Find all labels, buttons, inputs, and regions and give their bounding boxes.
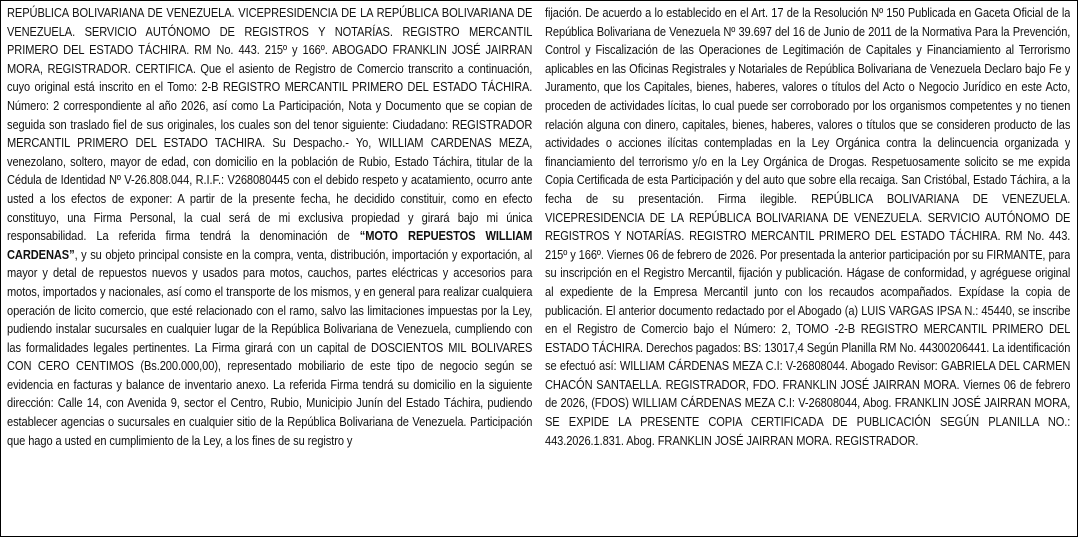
- right-column-wrap: [545, 4, 1071, 536]
- left-column-wrap: [7, 4, 533, 536]
- notice-text-part-1: REPÚBLICA BOLIVARIANA DE VENEZUELA. VICEPRESIDENCIA DE LA REPÚBLICA BOLIVARIANA DE VENEZUELA. SERVICIO AUTÓNOMO DE REGISTROS Y NOTARÍAS. REGISTRO MERCANTIL PRIMERO DEL ESTADO TÁCHIRA. RM No. 443. 215º y 166º. ABOGADO FRANKLIN JOSÉ JAIRRAN MORA, REGISTRADOR. CERTIFICA. Que el asiento de Registro de Comercio transcrito a continuación, cuyo original está inscrito en el Tomo: 2-B REGISTRO MERCANTIL PRIMERO DEL ESTADO TÁCHIRA. Número: 2 correspondiente al año 2026, así como La Participación, Nota y Documento que se copian de seguida son traslado fiel de sus originales, los cuales son del tenor siguiente: Ciudadano: REGISTRADOR MERCANTIL PRIMERO DEL ESTADO TACHIRA. Su Despacho.- Yo, WILLIAM CARDENAS MEZA, venezolano, soltero, mayor de edad, con domicilio en la población de Rubio, Estado Táchira, titular de la Cédula de Identidad Nº V-26.808.044, R.I.F.: V268080445 con el debido respeto y acatamiento, ocurro ante usted a los efectos de exponer: A partir de la presente fecha, he decidido constituir, como en efecto constituyo, una Firma Personal, la cual será de mi exclusiva propiedad y girará bajo mi única responsabilidad. La referida firma tendrá la denominación de: [7, 5, 533, 244]
- left-column-text: [7, 4, 532, 450]
- notice-text-part-2: , y su objeto principal consiste en la compra, venta, distribución, importación y exportación, al mayor y detal de repuestos nuevos y usados para motos, cauchos, partes eléctricas y accesorios para motos, importados y nacionales, así como el transporte de los mismos, y en general para realizar cualquiera operación de licito comercio, que esté relacionado con el ramo, salvo las limitaciones impuestas por la Ley, pudiendo instalar sucursales en cualquier lugar de la República Bolivariana de Venezuela, cumpliendo con las formalidades legales pertinentes. La Firma girará con un capital de DOSCIENTOS MIL BOLIVARES CON CERO CENTIMOS (Bs.200.000,00), representado mobiliario de este tipo de negocio según se evidencia en facturas y balance de inventario anexo. La referida Firma tendrá su domicilio en la siguiente dirección: Calle 14, con Avenida 9, sector el Centro, Rubio, Municipio Junín del Estado Táchira, pudiendo establecer agencias o sucursales en cualquier sitio de la República Bolivariana de Venezuela. Participación que hago a usted en cumplimiento de la Ley, a los fines de su registro y: [7, 246, 533, 448]
- right-column-text: fijación. De acuerdo a lo establecido en el Art. 17 de la Resolución Nº 150 Publicada en Gaceta Oficial de la República Bolivariana de Venezuela Nº 39.697 del 16 de Junio de 2011 de la Normativa Para la Prevención, Control y Fiscalización de las Operaciones de Legitimación de Capitales y Financiamiento al Terrorismo aplicables en las Oficinas Registrales y Notariales de República Bolivariana de Venezuela Declaro bajo Fe y Juramento, que los Capitales, bienes, haberes, valores o títulos del Acto o Negocio Jurídico en este Acto, proceden de actividades lícitas, lo cual puede ser corroborado por los organismos competentes y no tienen relación alguna con dinero, capitales, bienes, haberes, valores o títulos que se consideren producto de las actividades o acciones ilícitas contempladas en la Ley Orgánica contra la delincuencia organizada y financiamiento del terrorismo y/o en la Ley Orgánica de Drogas. Respetuosamente solicito se me expida Copia Certificada de esta Participación y del auto que sobre ella recaiga. San Cristóbal, Estado Táchira, a la fecha de su presentación. Firma ilegible. REPÚBLICA BOLIVARIANA DE VENEZUELA. VICEPRESIDENCIA DE LA REPÚBLICA BOLIVARIANA DE VENEZUELA. SERVICIO AUTÓNOMO DE REGISTROS Y NOTARÍAS. REGISTRO MERCANTIL PRIMERO DEL ESTADO TÁCHIRA. RM No. 443. 215º y 166º. Viernes 06 de febrero de 2026. Por presentada la anterior participación por su FIRMANTE, para su inscripción en el Registro Mercantil, fijación y publicación. Hágase de conformidad, y agréguese original al expediente de la Empresa Mercantil junto con los recaudos acompañados. Expídase la copia de publicación. El anterior documento redactado por el Abogado (a) LUIS VARGAS IPSA N.: 45440, se inscribe en el Registro de Comercio bajo el Número: 2, TOMO -2-B REGISTRO MERCANTIL PRIMERO DEL ESTADO TÁCHIRA. Derechos pagados: BS: 13017,4 Según Planilla RM No. 44300206441. La identificación se efectuó así: WILLIAM CÁRDENAS MEZA C.I: V-26808044. Abogado Revisor: GABRIELA DEL CARMEN CHACÓN SANTAELLA. REGISTRADOR, FDO. FRANKLIN JOSÉ JAIRRAN MORA. Viernes 06 de febrero de 2026, (FDOS) WILLIAM CÁRDENAS MEZA C.I: V-26808044, Abog. FRANKLIN JOSÉ JAIRRAN MORA, SE EXPIDE LA PRESENTE COPIA CERTIFICADA DE PUBLICACIÓN SEGÚN PLANILLA NO.: 443.2026.1.831. Abog. FRANKLIN JOSÉ JAIRRAN MORA. REGISTRADOR.: [544, 5, 1070, 448]
- right-column: [545, 4, 1070, 450]
- firm-name: “MOTO REPUESTOS WILLIAM CARDENAS”: [7, 228, 533, 262]
- left-column: [7, 4, 532, 450]
